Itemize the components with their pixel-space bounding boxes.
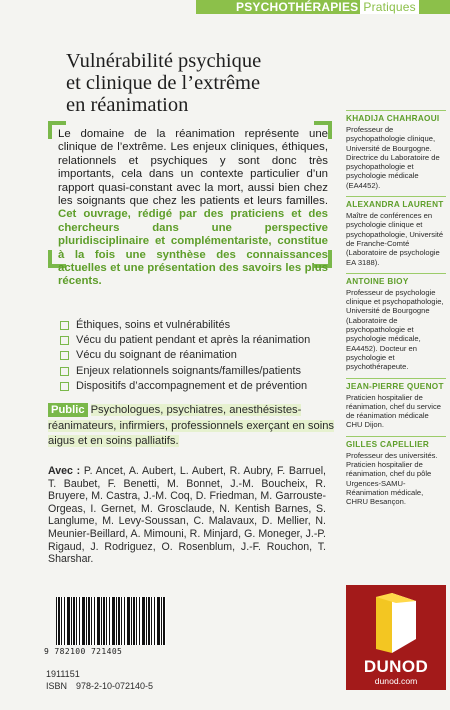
list-item	[60, 364, 350, 379]
author-name: ALEXANDRA LAURENT	[346, 196, 446, 210]
author-name: JEAN-PIERRE QUENOT	[346, 378, 446, 392]
author-entry	[346, 273, 446, 372]
publisher-url: dunod.com	[374, 676, 418, 686]
dunod-logo-icon	[372, 591, 420, 659]
ref-code: 1911151	[46, 669, 80, 679]
theme-label: Dispositifs d’accompagnement et de prévention	[76, 379, 308, 392]
checkbox-square-icon	[60, 367, 69, 376]
book-title	[66, 50, 336, 116]
checkbox-square-icon	[60, 351, 69, 360]
public-label: Public	[48, 403, 88, 417]
book-title-line: Vulnérabilité psychique	[66, 50, 262, 72]
checkbox-square-icon	[60, 336, 69, 345]
ref-row	[46, 668, 153, 680]
author-entry	[346, 196, 446, 267]
theme-label: Vécu du patient pendant et après la réanimation	[76, 334, 311, 347]
author-bio: Professeur des universités. Praticien hospitalier de réanimation, chef du pôle Urgences-SAMU-Réanimation médicale, CHRU Besançon.	[346, 450, 438, 507]
series-tag: Pratiques	[360, 0, 419, 14]
list-item	[60, 348, 350, 363]
book-title-line: en réanimation	[66, 94, 189, 116]
isbn-label: ISBN	[46, 681, 68, 691]
theme-label: Enjeux relationnels soignants/familles/patients	[76, 364, 302, 377]
themes-list	[60, 318, 350, 394]
list-item	[60, 318, 350, 333]
author-name: ANTOINE BIOY	[346, 273, 446, 287]
contributors-block	[48, 465, 326, 566]
contributors-label: Avec :	[48, 465, 81, 477]
series-label	[236, 1, 419, 14]
authors-column	[346, 110, 446, 513]
author-bio: Professeur de psychologie clinique et psychopathologie, Université de Bourgogne (Laboratoire de psychopathologie et psychologie médicale, EA4452). Docteur en psychologie et psychothérapeute.	[346, 287, 444, 372]
series-name: PSYCHOTHÉRAPIES	[236, 0, 359, 14]
contributors-names: P. Ancet, A. Aubert, L. Aubert, R. Aubry, F. Barruel, T. Baubet, F. Benetti, M. Bonnet, J.-M. Boucheix, R. Bruyere, M. Castra, J.-M. Coq, D. Friedman, M. Garrouste-Orgeas, I. Gernet, M. Grosclaude, N. Kentish Barnes, S. Langlume, M. Levy-Soussan, C. Malavaux, D. Mellier, N. Meunier-Beillard, A. Mimouni, R. Minjard, G. Moneger, J.-P. Rigaud, J. Rodriguez, O. Rosenblum, J.-F. Rouchon, T. Sharshar.	[48, 465, 327, 566]
theme-label: Vécu du soignant de réanimation	[76, 349, 237, 362]
author-name: KHADIJA CHAHRAOUI	[346, 110, 446, 124]
author-name: GILLES CAPELLIER	[346, 436, 446, 450]
checkbox-square-icon	[60, 382, 69, 391]
list-item	[60, 379, 350, 394]
author-entry	[346, 110, 446, 190]
checkbox-square-icon	[60, 321, 69, 330]
public-text: Psychologues, psychiatres, anesthésistes-réanimateurs, infirmiers, professionnels exerçant en soins aigus et en soins palliatifs.	[48, 404, 335, 448]
isbn-row	[46, 680, 153, 692]
publisher-name: DUNOD	[363, 657, 429, 676]
list-item	[60, 333, 350, 348]
summary-block	[48, 121, 332, 288]
barcode-icon	[56, 597, 166, 645]
author-entry	[346, 436, 446, 507]
isbn-value: 978-2-10-072140-5	[76, 681, 154, 691]
barcode-digits: 9 782100 721405	[44, 647, 123, 656]
summary-intro: Le domaine de la réanimation représente une clinique de l’extrême. Les enjeux cliniques, éthiques, relationnels et psychiques y sont donc très importants, cela dans un contexte particulier d’un rapport quasi-constant avec la mort, aussi bien chez les soignants que chez les patients et leurs familles.	[58, 128, 328, 208]
public-block	[48, 403, 338, 450]
summary-highlight: Cet ouvrage, rédigé par des praticiens et des chercheurs dans une perspective pluridisciplinaire et complémentariste, constitue à la fois une synthèse des connaissances actuelles et une présentation des savoirs les plus récents.	[58, 208, 328, 288]
barcode-area	[44, 597, 174, 661]
book-title-line: et clinique de l’extrême	[66, 72, 261, 94]
author-bio: Maître de conférences en psychologie clinique et psychopathologie, Université de Franche-Comté (Laboratoire de psychologie EA 3188).	[346, 211, 444, 267]
author-bio: Praticien hospitalier de réanimation, chef du service de réanimation médicale CHU Dijon.	[346, 392, 441, 430]
summary-text	[58, 128, 328, 289]
theme-label: Éthiques, soins et vulnérabilités	[76, 319, 231, 331]
author-bio: Professeur de psychopathologie clinique, Université de Bourgogne. Directrice du Laboratoire de psychopathologie et psychologie médicale (EA4452).	[346, 125, 440, 190]
author-entry	[346, 378, 446, 430]
series-banner	[0, 0, 450, 17]
reference-codes	[46, 668, 153, 692]
publisher-logo	[346, 585, 446, 690]
